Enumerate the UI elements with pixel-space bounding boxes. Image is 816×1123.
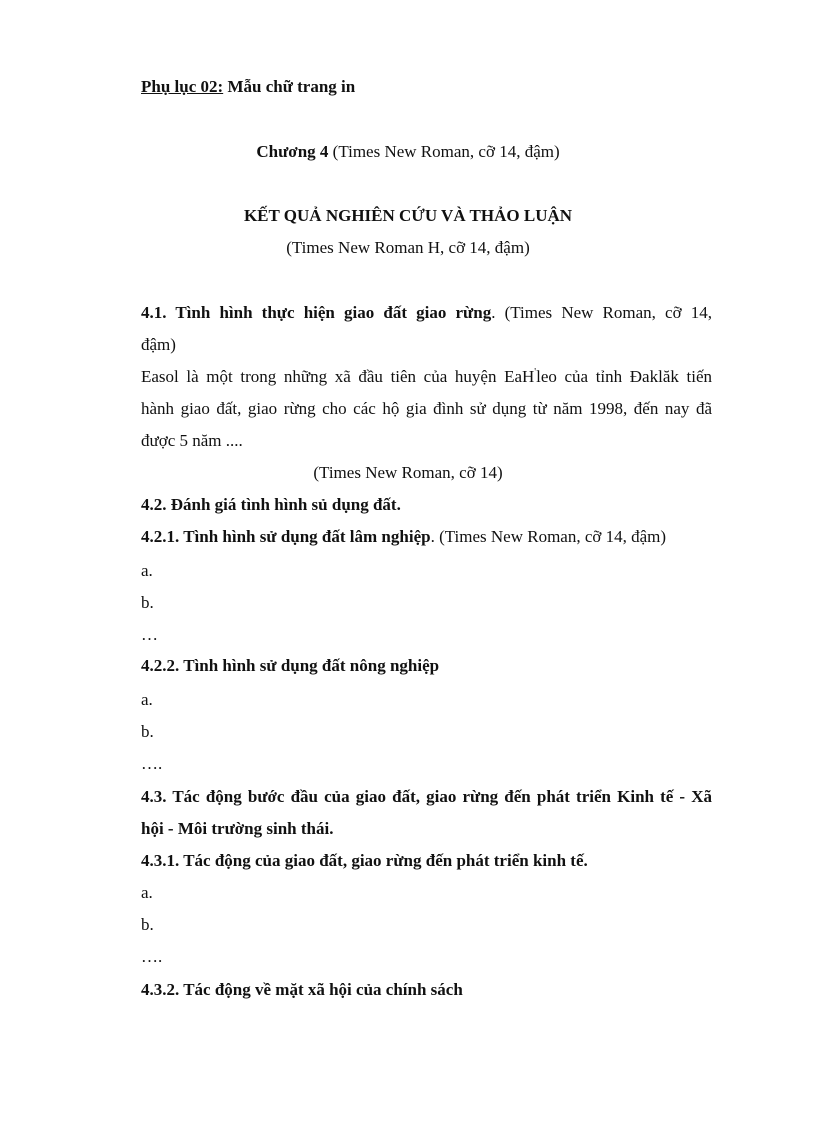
section-4-3-1-heading-text: 4.3.1. Tác động của giao đất, giao rừng đến phát triển kinh tế. bbox=[141, 851, 588, 870]
section-4-3-2-heading bbox=[141, 979, 463, 1001]
section-4-2-heading bbox=[141, 494, 401, 516]
section-4-2-1-heading-line bbox=[141, 526, 666, 548]
section-4-1-note: . (Times New Roman, cỡ 14, bbox=[491, 303, 712, 322]
section-4-1-body-line-2: hành giao đất, giao rừng cho các hộ gia đình sử dụng từ năm 1998, đến nay đã bbox=[141, 399, 712, 418]
section-4-3-1-heading bbox=[141, 850, 588, 872]
body-line-1-part-b: leo của tỉnh Đaklăk tiến bbox=[536, 367, 712, 386]
section-4-1-body-line-1 bbox=[141, 366, 712, 388]
chapter-title-text: KẾT QUẢ NGHIÊN CỨU VÀ THẢO LUẬN bbox=[243, 206, 573, 225]
list-item: a. bbox=[141, 690, 153, 709]
section-4-3-2-heading-text: 4.3.2. Tác động về mặt xã hội của chính sách bbox=[141, 980, 463, 999]
section-4-1-heading-line bbox=[141, 302, 712, 324]
list-item: a. bbox=[141, 883, 153, 902]
list-item: … bbox=[141, 625, 158, 644]
section-4-2-1-heading: 4.2.1. Tình hình sử dụng đất lâm nghiệp bbox=[141, 527, 431, 546]
chapter-note: (Times New Roman, cỡ 14, đậm) bbox=[332, 142, 560, 161]
list-item: …. bbox=[141, 947, 163, 966]
chapter-name: Chương 4 bbox=[256, 142, 329, 161]
section-4-1-heading: 4.1. Tình hình thực hiện giao đất giao rừng bbox=[141, 303, 492, 322]
section-4-3-heading-part-2: hội - Môi trường sinh thái. bbox=[141, 819, 334, 838]
list-item: …. bbox=[141, 754, 163, 773]
section-4-1-body-note: (Times New Roman, cỡ 14) bbox=[313, 463, 503, 482]
section-4-2-2-heading bbox=[141, 655, 439, 677]
apostrophe-mark: ' bbox=[534, 367, 537, 378]
chapter-title bbox=[0, 205, 816, 227]
section-4-2-heading-text: 4.2. Đánh giá tình hình sủ dụng đất. bbox=[141, 495, 401, 514]
section-4-3-heading-line-2 bbox=[141, 818, 333, 840]
body-line-1-part-a: Easol là một trong những xã đầu tiên của huyện EaH bbox=[141, 367, 535, 386]
appendix-title: Mẫu chữ trang in bbox=[227, 77, 356, 96]
section-4-3-heading-line-1 bbox=[141, 786, 712, 808]
chapter-line bbox=[0, 141, 816, 163]
chapter-title-note: (Times New Roman H, cỡ 14, đậm) bbox=[286, 238, 530, 257]
list-item: b. bbox=[141, 722, 154, 741]
section-4-2-2-heading-text: 4.2.2. Tình hình sử dụng đất nông nghiệp bbox=[141, 656, 440, 675]
section-4-1-note-cont: đậm) bbox=[141, 335, 176, 354]
appendix-header bbox=[141, 76, 355, 98]
appendix-label: Phụ lục 02: bbox=[141, 77, 224, 96]
list-item: b. bbox=[141, 593, 154, 612]
list-item: a. bbox=[141, 561, 153, 580]
list-item: b. bbox=[141, 915, 154, 934]
section-4-2-1-note: . (Times New Roman, cỡ 14, đậm) bbox=[430, 527, 667, 546]
section-4-1-body-line-3: được 5 năm .... bbox=[141, 431, 243, 450]
section-4-3-heading-part-1: 4.3. Tác động bước đầu của giao đất, giao rừng đến phát triển Kinh tế - Xã bbox=[141, 787, 712, 806]
